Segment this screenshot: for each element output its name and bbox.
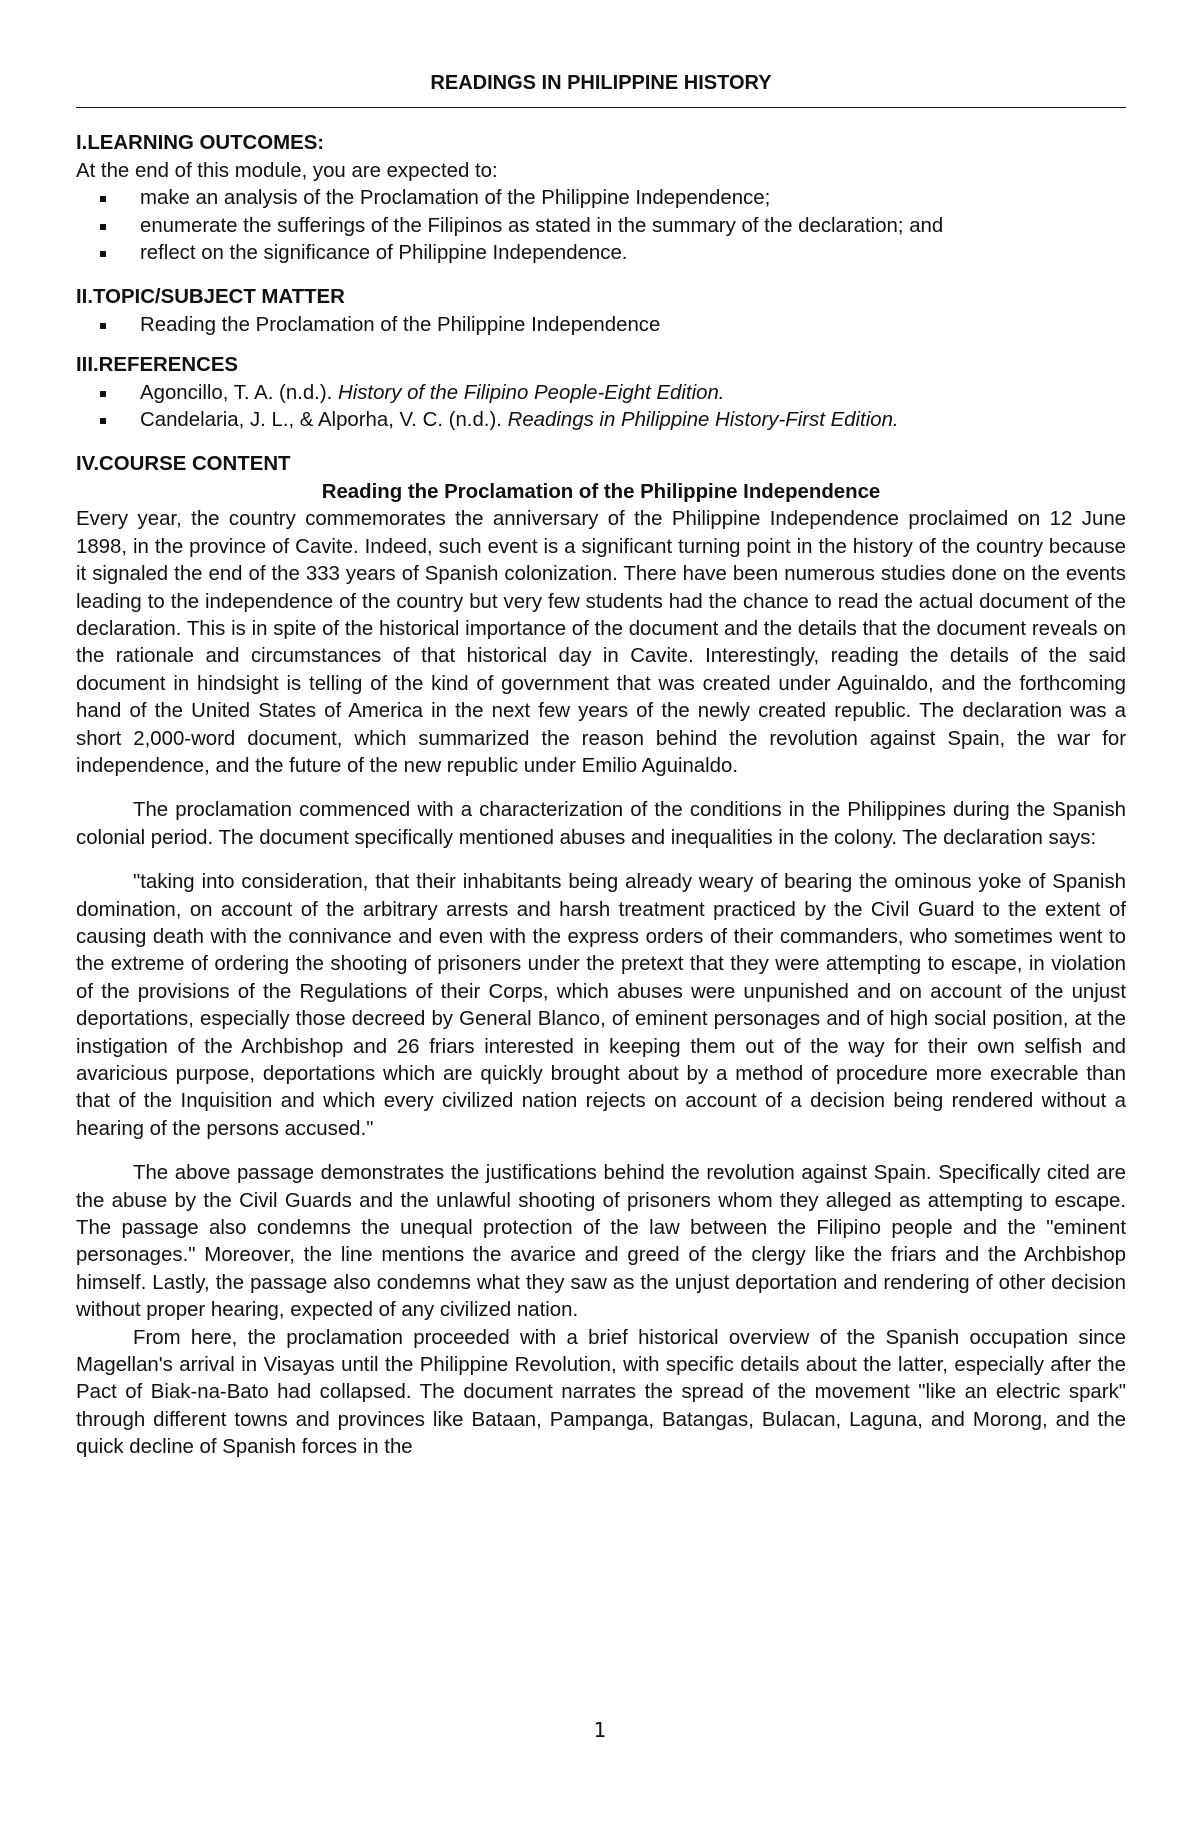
paragraph: Every year, the country commemorates the anniversary of the Philippine Independence proclaimed on 12 June 1898, in the province of Cavite. Indeed, such event is a significant turning point in the history of the country because it signaled the end of the 333 years of Spanish colonization. There have been numerous studies done on the events leading to the independence of the country but very few students had the chance to read the actual document of the declaration. This is in spite of the historical importance of the document and the details that the document reveals on the rationale and circumstances of that historical day in Cavite. Interestingly, reading the details of the said document in hindsight is telling of the kind of government that was created under Aguinaldo, and the forthcoming hand of the United States of America in the next few years of the newly created republic. The declaration was a short 2,000-word document, which summarized the reason behind the revolution against Spain, the war for independence, and the future of the new republic under Emilio Aguinaldo.: [76, 508, 1126, 777]
learning-outcomes-intro: At the end of this module, you are expected to:: [76, 159, 498, 182]
list-item: enumerate the sufferings of the Filipinos as stated in the summary of the declaration; and: [94, 213, 1126, 240]
list-item: reflect on the significance of Philippine Independence.: [94, 240, 1126, 267]
paragraph: From here, the proclamation proceeded with a brief historical overview of the Spanish occupation since Magellan's arrival in Visayas until the Philippine Revolution, with specific details about the latter, especially after the Pact of Biak-na-Bato had collapsed. The document narrates the spread of the movement "like an electric spark" through different towns and provinces like Bataan, Pampanga, Batangas, Bulacan, Laguna, and Morong, and the quick decline of Spanish forces in the: [76, 1326, 1126, 1459]
paragraph: The proclamation commenced with a characterization of the conditions in the Philippines during the Spanish colonial period. The document specifically mentioned abuses and inequalities in the colony. The declaration says:: [76, 799, 1126, 849]
reference-item: [94, 407, 1126, 434]
list-item: Reading the Proclamation of the Philippine Independence: [94, 312, 1126, 339]
course-content-heading: IV.COURSE CONTENT: [76, 453, 291, 476]
page-number: 1: [593, 1718, 607, 1742]
references-heading: III.REFERENCES: [76, 354, 239, 377]
quoted-passage: "taking into consideration, that their inhabitants being already weary of bearing the ominous yoke of Spanish domination, on account of the arbitrary arrests and harsh treatment practiced by the Civil Guard to the extent of causing death with the connivance and even with the express orders of their commanders, who sometimes went to the extreme of ordering the shooting of prisoners under the pretext that they were attempting to escape, in violation of the provisions of the Regulations of their Corps, which abuses were unpunished and on account of the unjust deportations, especially those decreed by General Blanco, of eminent personages and of high social position, at the instigation of the Archbishop and 26 friars interested in keeping them out of the way for their own selfish and avaricious purpose, deportations which are quickly brought about by a method of procedure more execrable than that of the Inquisition and which every civilized nation rejects on account of a decision being rendered without a hearing of the persons accused.": [76, 871, 1126, 1140]
references-list: [76, 380, 1126, 435]
header-rule: [76, 107, 1126, 108]
reference-authors: Agoncillo, T. A. (n.d.).: [140, 381, 338, 404]
reference-item: [94, 380, 1126, 407]
course-content-title: Reading the Proclamation of the Philippine Independence: [321, 480, 881, 503]
document-page: [76, 70, 1126, 1462]
list-item: make an analysis of the Proclamation of the Philippine Independence;: [94, 185, 1126, 212]
paragraph: The above passage demonstrates the justifications behind the revolution against Spain. Specifically cited are the abuse by the Civil Guards and the unlawful shooting of prisoners whom they alleged as attempting to escape. The passage also condemns the unequal protection of the law between the Filipino people and the "eminent personages." Moreover, the line mentions the avarice and greed of the clergy like the friars and the Archbishop himself. Lastly, the passage also condemns what they saw as the unjust deportation and rendering of other decision without proper hearing, expected of any civilized nation.: [76, 1162, 1126, 1322]
reference-title: Readings in Philippine History-First Edition.: [507, 409, 899, 432]
reference-title: History of the Filipino People-Eight Edition.: [337, 381, 725, 404]
topic-list: [76, 312, 1126, 339]
reference-authors: Candelaria, J. L., & Alporha, V. C. (n.d.).: [140, 409, 508, 432]
page-header-title: READINGS IN PHILIPPINE HISTORY: [430, 72, 772, 94]
topic-heading: II.TOPIC/SUBJECT MATTER: [76, 286, 345, 309]
learning-outcomes-heading: I.LEARNING OUTCOMES:: [76, 132, 325, 155]
learning-outcomes-list: [76, 185, 1126, 267]
